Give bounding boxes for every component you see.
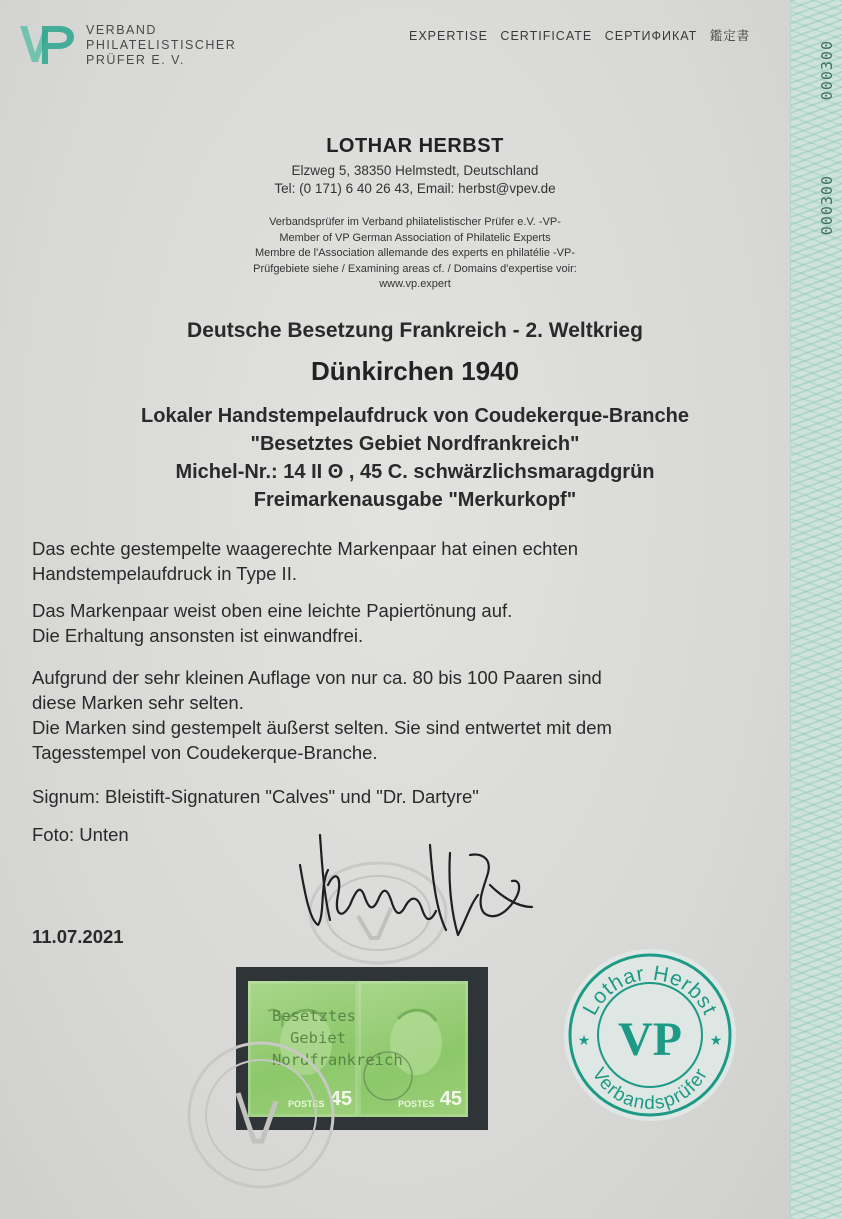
overprint-line: Besetztes bbox=[272, 1007, 356, 1025]
svg-text:★: ★ bbox=[577, 1032, 591, 1048]
subject-line: Freimarkenausgabe "Merkurkopf" bbox=[253, 489, 577, 511]
seal-bottom-text: Verbandsprüfer bbox=[587, 1064, 713, 1115]
heading-ru: СЕРТИФИКАТ bbox=[604, 29, 698, 43]
expert-address-block bbox=[0, 162, 830, 198]
membership-line: Member of VP German Association of Philatelic Experts bbox=[279, 231, 551, 244]
association-name-line-2: PHILATELISTISCHER bbox=[86, 38, 237, 52]
paragraph-line: Die Marken sind gestempelt äußerst selten. Sie sind entwertet mit dem bbox=[32, 717, 612, 738]
paragraph-condition bbox=[32, 598, 772, 648]
paragraph-line: Das Markenpaar weist oben eine leichte Papiertönung auf. bbox=[32, 600, 513, 621]
paragraph-line: Tagesstempel von Coudekerque-Branche. bbox=[32, 742, 378, 763]
overprint-line: Gebiet bbox=[290, 1029, 346, 1047]
membership-link: www.vp.expert bbox=[379, 278, 451, 290]
association-name-line-1: VERBAND bbox=[86, 23, 157, 37]
seal-top-text: Lothar Herbst bbox=[578, 961, 722, 1019]
subject-area: Deutsche Besetzung Frankreich - 2. Weltkrieg bbox=[187, 319, 643, 342]
overprint-line: Nordfrankreich bbox=[272, 1051, 403, 1069]
expert-contact: Tel: (0 171) 6 40 26 43, Email: herbst@vpev.de bbox=[274, 181, 556, 196]
subject-line: Lokaler Handstempelaufdruck von Coudekerque-Branche bbox=[141, 405, 689, 427]
paragraph-line: Die Erhaltung ansonsten ist einwandfrei. bbox=[32, 625, 364, 646]
dry-seal-emboss-icon bbox=[176, 1035, 346, 1195]
paragraph-line: Handstempelaufdruck in Type II. bbox=[32, 563, 297, 584]
membership-line: Membre de l'Association allemande des experts en philatélie -VP- bbox=[254, 247, 576, 259]
membership-block bbox=[0, 215, 830, 293]
association-name bbox=[86, 23, 236, 68]
stamp-value: 45 bbox=[329, 1088, 352, 1110]
paragraph-line: Aufgrund der sehr kleinen Auflage von nur ca. 80 bis 100 Paaren sind bbox=[32, 667, 602, 688]
serial-number-top: 000300 bbox=[818, 40, 836, 101]
verbandspruefer-seal-icon bbox=[560, 945, 740, 1125]
membership-line: Prüfgebiete siehe / Examining areas cf. / Domains d'expertise voir: bbox=[253, 262, 577, 275]
subject-details bbox=[0, 402, 830, 514]
stamp-postes-label: POSTES bbox=[288, 1099, 325, 1109]
expert-name: LOTHAR HERBST bbox=[326, 135, 504, 157]
svg-text:★: ★ bbox=[709, 1032, 723, 1048]
seal-mark: VP bbox=[618, 1013, 682, 1066]
expert-address: Elzweg 5, 38350 Helmstedt, Deutschland bbox=[291, 163, 539, 178]
heading-ja: 鑑定書 bbox=[709, 29, 751, 43]
association-name-line-3: PRÜFER E. V. bbox=[86, 53, 185, 67]
paragraph-authenticity bbox=[32, 536, 772, 586]
certificate-headings bbox=[409, 26, 758, 44]
subject-title: Dünkirchen 1940 bbox=[310, 356, 520, 386]
vp-logo-icon bbox=[18, 22, 78, 68]
stamp-value: 45 bbox=[439, 1088, 462, 1110]
issue-date: 11.07.2021 bbox=[32, 926, 124, 947]
foto-line: Foto: Unten bbox=[32, 824, 129, 845]
paragraph-line: diese Marken sehr selten. bbox=[32, 692, 244, 713]
paragraph-rarity bbox=[32, 665, 772, 765]
serial-number-lower: 000300 bbox=[818, 175, 836, 236]
handwritten-signature-icon bbox=[280, 825, 550, 950]
signum-line: Signum: Bleistift-Signaturen "Calves" und "Dr. Dartyre" bbox=[32, 786, 479, 807]
subject-line: "Besetztes Gebiet Nordfrankreich" bbox=[250, 433, 580, 455]
heading-en: CERTIFICATE bbox=[500, 29, 593, 43]
paragraph-line: Das echte gestempelte waagerechte Markenpaar hat einen echten bbox=[32, 538, 579, 559]
stamp-postes-label: POSTES bbox=[398, 1099, 435, 1109]
heading-de: EXPERTISE bbox=[409, 29, 488, 43]
membership-line: Verbandsprüfer im Verband philatelistischer Prüfer e.V. -VP- bbox=[269, 216, 561, 228]
subject-line: Michel-Nr.: 14 II ʘ , 45 C. schwärzlichsmaragdgrün bbox=[175, 461, 655, 483]
